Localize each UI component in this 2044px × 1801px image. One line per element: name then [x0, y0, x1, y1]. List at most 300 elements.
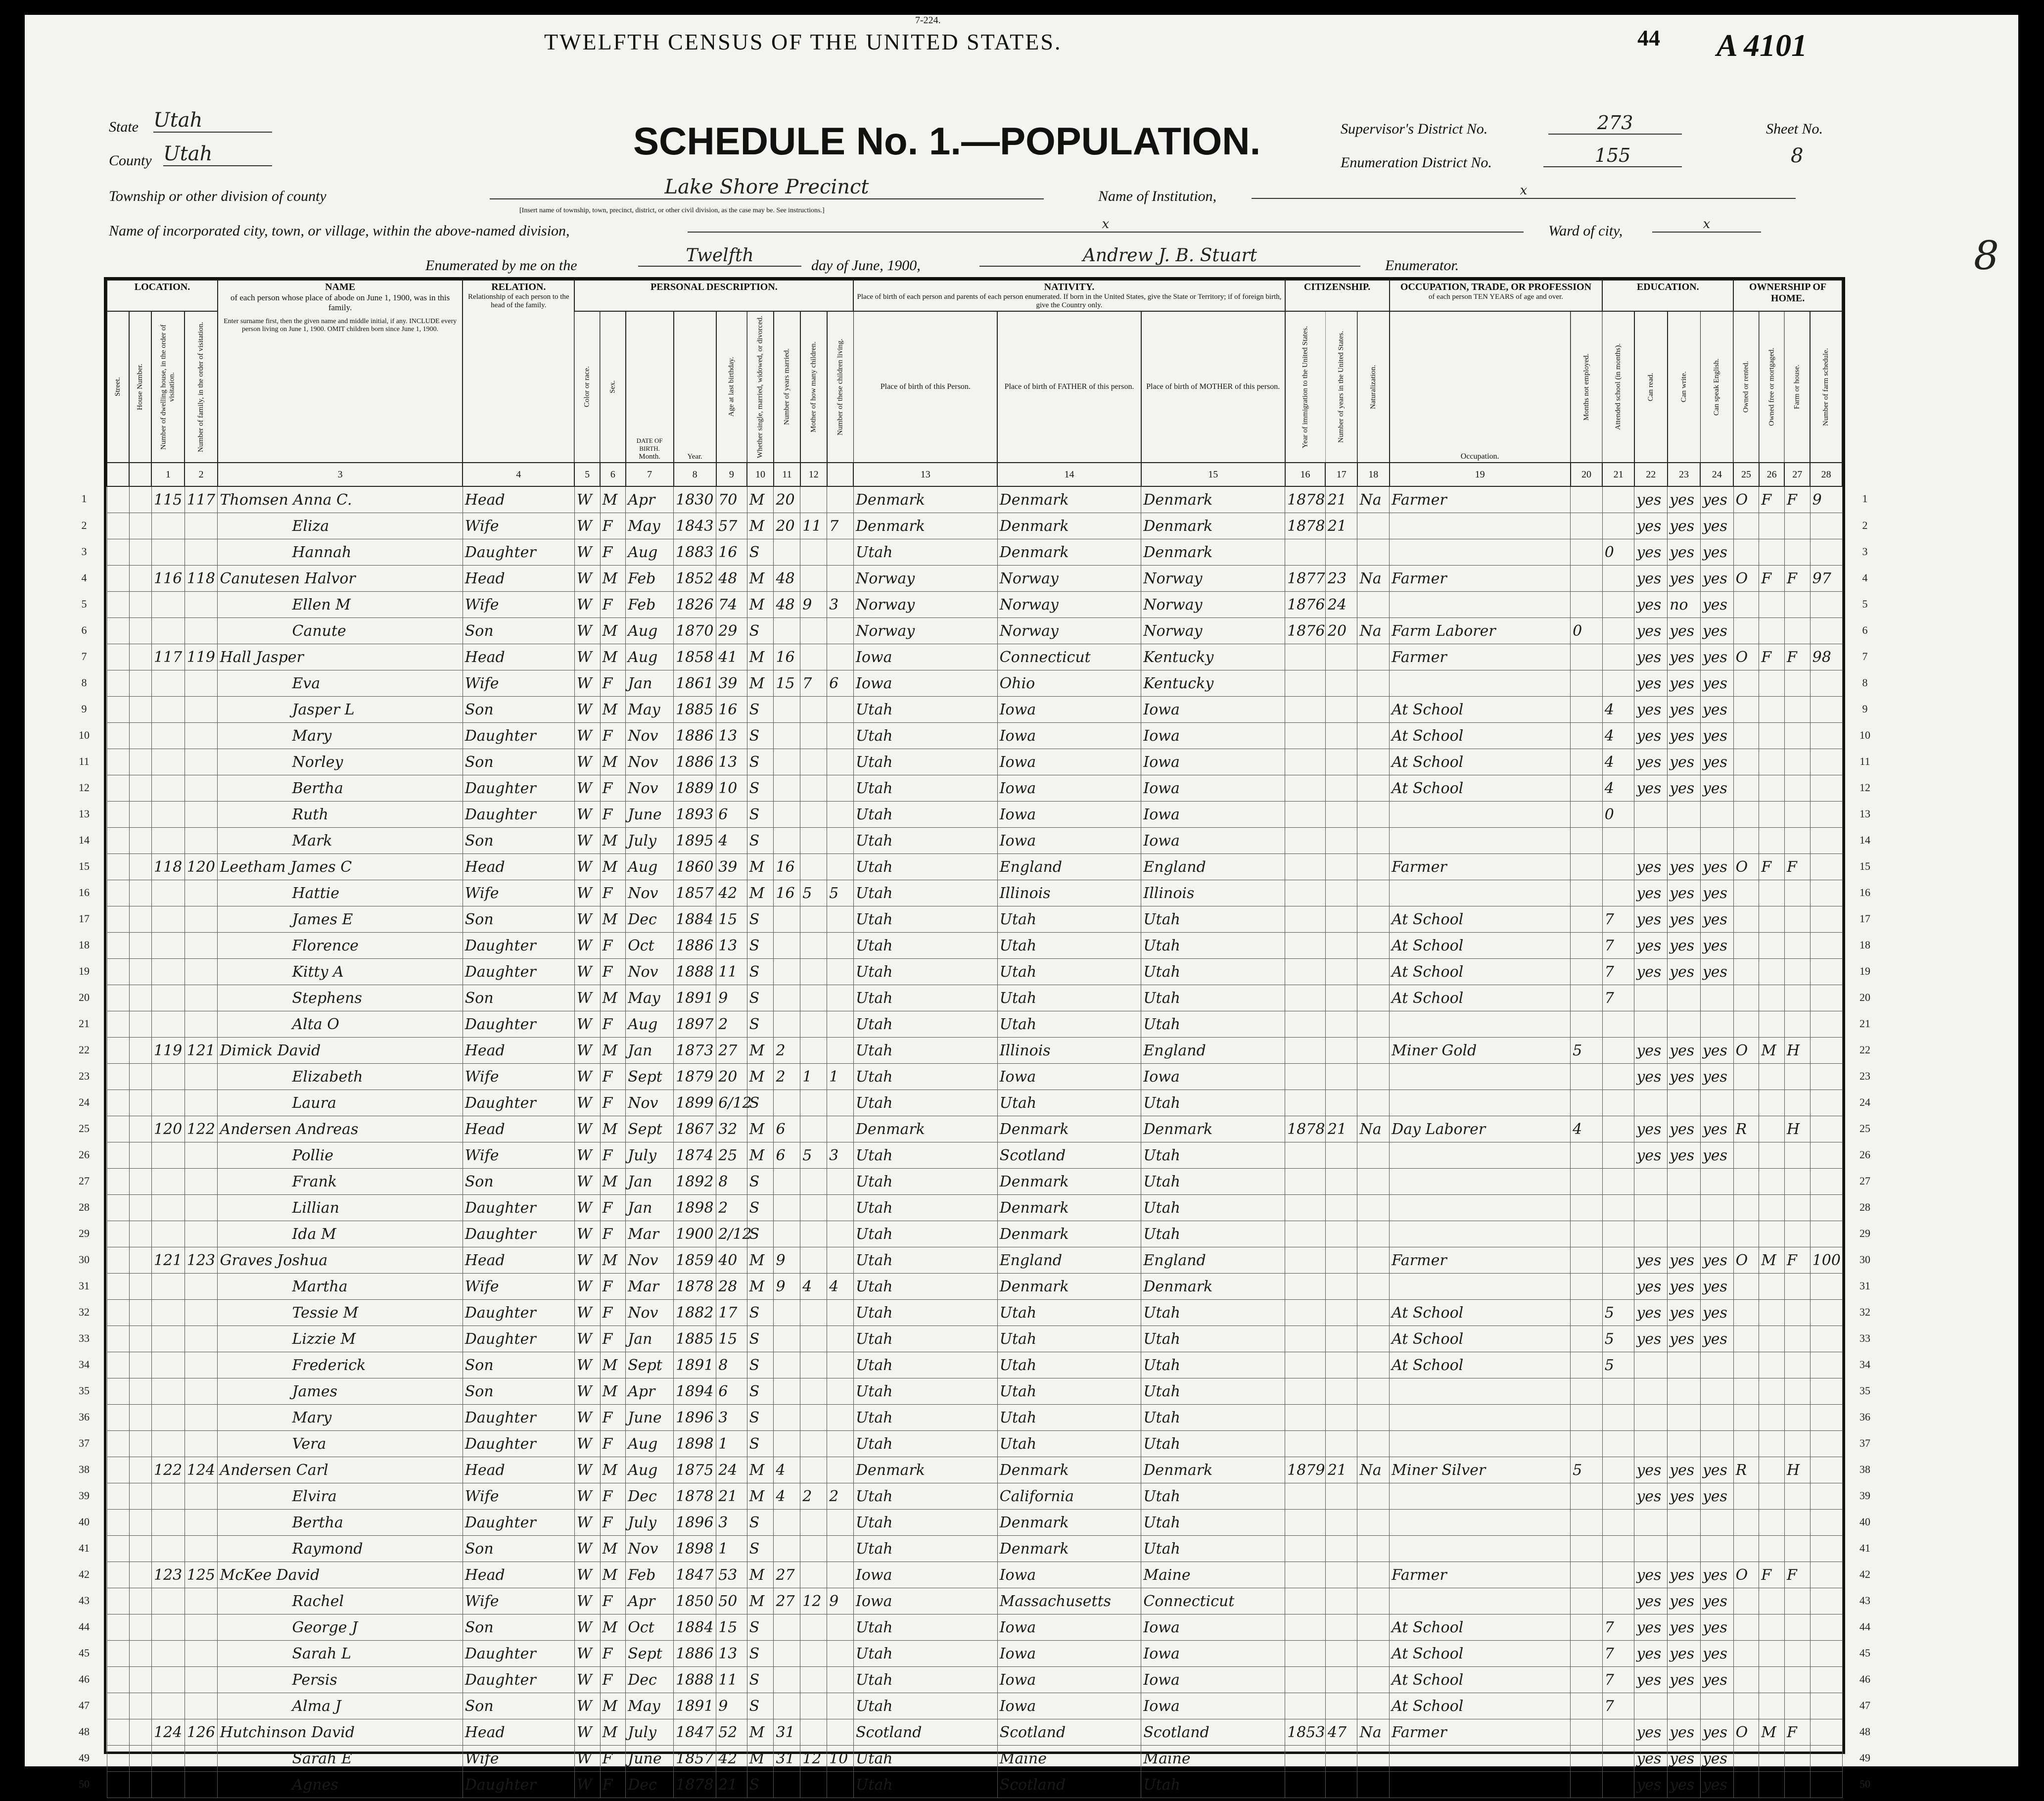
- farm-schedule-cell: [1810, 1431, 1842, 1457]
- age-cell: 21: [716, 1772, 747, 1798]
- farm-schedule-cell: [1810, 854, 1842, 880]
- birth-month-header: [626, 311, 674, 463]
- years-in-us-cell: 21: [1325, 1457, 1357, 1483]
- can-write-cell: [1668, 1195, 1701, 1221]
- color-race-cell: W: [574, 854, 600, 880]
- children-living-cell: [827, 854, 854, 880]
- occupation-cell: Farmer: [1390, 486, 1571, 513]
- street-cell: [107, 1719, 129, 1746]
- mother-of-children-cell: [800, 1562, 827, 1588]
- occupation-header: [1390, 280, 1603, 311]
- birthplace-mother-cell: Utah: [1141, 959, 1285, 985]
- sex-cell: M: [600, 828, 626, 854]
- farm-house-cell: [1784, 1142, 1810, 1169]
- can-write-cell: yes: [1668, 1247, 1701, 1274]
- sex-cell: F: [600, 1431, 626, 1457]
- relation-cell: Head: [463, 1038, 574, 1064]
- street-cell: [107, 644, 129, 670]
- owned-rented-cell: [1733, 1378, 1759, 1405]
- years-in-us-cell: [1325, 775, 1357, 802]
- birthplace-person-header: Place of birth of this Person.: [853, 311, 997, 463]
- mother-of-children-cell: [800, 828, 827, 854]
- person-name-cell: Kitty A: [218, 959, 463, 985]
- birth-year-cell: 1878: [674, 1483, 716, 1510]
- row-number-left: 42: [79, 1567, 90, 1580]
- farm-house-cell: [1784, 1352, 1810, 1378]
- year-immigration-cell: [1285, 1614, 1326, 1641]
- marital-status-cell: S: [747, 1300, 774, 1326]
- color-race-cell: W: [574, 880, 600, 906]
- years-in-us-cell: [1325, 1274, 1357, 1300]
- relation-cell: Wife: [463, 670, 574, 697]
- state-label: State: [109, 119, 139, 135]
- children-living-cell: [827, 1457, 854, 1483]
- person-name-cell: Martha: [218, 1274, 463, 1300]
- naturalization-cell: [1357, 644, 1390, 670]
- free-mortgaged-cell: [1759, 1300, 1785, 1326]
- year-immigration-cell: [1285, 1641, 1326, 1667]
- children-living-cell: [827, 802, 854, 828]
- row-number-left: 3: [81, 545, 87, 558]
- family-number-cell: [185, 1746, 218, 1772]
- row-number-left: 31: [79, 1279, 90, 1292]
- institution-value: x: [1252, 183, 1796, 199]
- color-race-cell: W: [574, 566, 600, 592]
- dwelling-number-cell: [151, 1195, 185, 1221]
- birth-month-cell: Jan: [626, 1195, 674, 1221]
- house-number-cell: [129, 513, 151, 539]
- farm-house-cell: [1784, 1772, 1810, 1798]
- children-living-cell: [827, 985, 854, 1011]
- color-race-cell: W: [574, 1431, 600, 1457]
- occupation-cell: [1390, 1510, 1571, 1536]
- years-in-us-cell: [1325, 1142, 1357, 1169]
- occupation-cell: Day Laborer: [1390, 1116, 1571, 1142]
- months-not-employed-cell: [1571, 539, 1603, 566]
- can-write-cell: [1668, 802, 1701, 828]
- family-number-cell: [185, 1142, 218, 1169]
- relation-cell: Son: [463, 618, 574, 644]
- children-living-cell: [827, 486, 854, 513]
- row-number-right: 28: [1859, 1200, 1870, 1213]
- mother-of-children-cell: [800, 1221, 827, 1247]
- can-speak-english-cell: yes: [1700, 1641, 1733, 1667]
- years-in-us-cell: [1325, 749, 1357, 775]
- table-row: [107, 854, 1842, 880]
- years-in-us-cell: [1325, 1064, 1357, 1090]
- birth-month-cell: June: [626, 1405, 674, 1431]
- incorporated-value: x: [688, 217, 1524, 233]
- owned-rented-cell: [1733, 959, 1759, 985]
- owned-rented-cell: [1733, 802, 1759, 828]
- birthplace-father-cell: Norway: [997, 618, 1141, 644]
- can-write-cell: yes: [1668, 1326, 1701, 1352]
- can-write-cell: yes: [1668, 1562, 1701, 1588]
- house-number-cell: [129, 670, 151, 697]
- marital-header: Whether single, married, widowed, or divorced.: [747, 311, 774, 463]
- birth-year-cell: 1900: [674, 1221, 716, 1247]
- row-number-right: 2: [1862, 519, 1868, 531]
- row-number-left: 18: [79, 938, 90, 951]
- birthplace-father-cell: Utah: [997, 1090, 1141, 1116]
- months-not-employed-cell: [1571, 959, 1603, 985]
- marital-status-cell: M: [747, 1562, 774, 1588]
- farm-schedule-cell: [1810, 1195, 1842, 1221]
- birth-year-cell: 1850: [674, 1588, 716, 1614]
- can-speak-english-cell: [1700, 1090, 1733, 1116]
- farm-house-cell: [1784, 1326, 1810, 1352]
- farm-house-cell: [1784, 592, 1810, 618]
- township-value: Lake Shore Precinct: [490, 176, 1044, 199]
- sex-cell: F: [600, 1588, 626, 1614]
- occupation-cell: Farmer: [1390, 1247, 1571, 1274]
- birthplace-person-cell: Utah: [853, 1352, 997, 1378]
- birthplace-father-cell: Utah: [997, 933, 1141, 959]
- row-number-left: 22: [79, 1043, 90, 1056]
- birthplace-father-cell: Denmark: [997, 1116, 1141, 1142]
- years-in-us-cell: 47: [1325, 1719, 1357, 1746]
- person-name-cell: Eva: [218, 670, 463, 697]
- table-row: [107, 933, 1842, 959]
- age-cell: 25: [716, 1142, 747, 1169]
- marital-status-cell: S: [747, 1614, 774, 1641]
- free-mortgaged-header: Owned free or mortgaged.: [1759, 311, 1785, 463]
- table-row: [107, 566, 1842, 592]
- children-living-cell: [827, 566, 854, 592]
- owned-rented-cell: O: [1733, 1247, 1759, 1274]
- table-row: [107, 1116, 1842, 1142]
- color-race-cell: W: [574, 1719, 600, 1746]
- year-immigration-cell: 1878: [1285, 513, 1326, 539]
- occupation-cell: [1390, 1142, 1571, 1169]
- name-header-title: NAME: [325, 282, 356, 292]
- color-race-cell: W: [574, 1116, 600, 1142]
- can-write-cell: yes: [1668, 1719, 1701, 1746]
- farm-schedule-cell: [1810, 513, 1842, 539]
- can-speak-english-cell: yes: [1700, 1142, 1733, 1169]
- farm-house-cell: [1784, 802, 1810, 828]
- marital-status-cell: S: [747, 539, 774, 566]
- color-race-cell: W: [574, 539, 600, 566]
- occupation-cell: Farmer: [1390, 644, 1571, 670]
- enumeration-district-value: 155: [1543, 144, 1682, 167]
- column-number: 17: [1325, 463, 1357, 486]
- family-number-cell: 118: [185, 566, 218, 592]
- sex-cell: F: [600, 1641, 626, 1667]
- birthplace-mother-cell: Iowa: [1141, 749, 1285, 775]
- age-cell: 2: [716, 1011, 747, 1038]
- mother-of-children-cell: [800, 854, 827, 880]
- sex-cell: F: [600, 1300, 626, 1326]
- street-cell: [107, 775, 129, 802]
- months-not-employed-cell: [1571, 1588, 1603, 1614]
- can-write-cell: yes: [1668, 486, 1701, 513]
- row-number-right: 48: [1859, 1725, 1870, 1738]
- owned-rented-cell: [1733, 1641, 1759, 1667]
- birthplace-father-cell: Utah: [997, 959, 1141, 985]
- birth-year-cell: 1826: [674, 592, 716, 618]
- column-number: 14: [997, 463, 1141, 486]
- owned-rented-cell: [1733, 1588, 1759, 1614]
- relation-cell: Head: [463, 644, 574, 670]
- row-number-left: 39: [79, 1489, 90, 1502]
- owned-rented-cell: [1733, 1536, 1759, 1562]
- marital-status-cell: S: [747, 1169, 774, 1195]
- row-number-left: 29: [79, 1227, 90, 1239]
- birth-month-cell: Mar: [626, 1221, 674, 1247]
- year-immigration-cell: [1285, 1169, 1326, 1195]
- row-number-left: 45: [79, 1646, 90, 1659]
- free-mortgaged-cell: [1759, 1169, 1785, 1195]
- years-in-us-cell: [1325, 1667, 1357, 1693]
- children-living-cell: [827, 1090, 854, 1116]
- naturalization-cell: [1357, 749, 1390, 775]
- occupation-cell: [1390, 1169, 1571, 1195]
- year-immigration-cell: [1285, 906, 1326, 933]
- relation-header-sub: Relationship of each person to the head of the family.: [468, 293, 569, 309]
- house-number-cell: [129, 1746, 151, 1772]
- owned-rented-cell: [1733, 1772, 1759, 1798]
- can-read-cell: yes: [1634, 1142, 1668, 1169]
- years-in-us-cell: [1325, 1352, 1357, 1378]
- person-name-cell: Sarah E: [218, 1746, 463, 1772]
- row-number-left: 46: [79, 1672, 90, 1685]
- table-row: [107, 1457, 1842, 1483]
- children-living-cell: [827, 1326, 854, 1352]
- birthplace-father-cell: Iowa: [997, 1667, 1141, 1693]
- children-living-cell: [827, 1431, 854, 1457]
- months-not-employed-cell: [1571, 1405, 1603, 1431]
- color-race-cell: W: [574, 775, 600, 802]
- can-write-cell: [1668, 1090, 1701, 1116]
- house-number-cell: [129, 1195, 151, 1221]
- age-cell: 9: [716, 1693, 747, 1719]
- house-number-cell: [129, 1378, 151, 1405]
- children-living-cell: [827, 775, 854, 802]
- family-number-cell: [185, 1011, 218, 1038]
- birthplace-mother-cell: Utah: [1141, 985, 1285, 1011]
- years-married-cell: 4: [774, 1483, 800, 1510]
- dwelling-number-cell: [151, 1169, 185, 1195]
- birth-month-cell: Jan: [626, 1169, 674, 1195]
- relation-cell: Head: [463, 1116, 574, 1142]
- sex-cell: F: [600, 592, 626, 618]
- marital-status-cell: M: [747, 670, 774, 697]
- dwelling-number-cell: [151, 1667, 185, 1693]
- color-race-cell: W: [574, 1326, 600, 1352]
- mother-of-children-cell: [800, 1405, 827, 1431]
- color-race-cell: W: [574, 1457, 600, 1483]
- naturalization-cell: [1357, 1588, 1390, 1614]
- owned-rented-cell: O: [1733, 1562, 1759, 1588]
- occupation-cell: At School: [1390, 723, 1571, 749]
- birthplace-mother-cell: Kentucky: [1141, 670, 1285, 697]
- birthplace-father-cell: Iowa: [997, 828, 1141, 854]
- row-number-right: 45: [1859, 1646, 1870, 1659]
- children-living-cell: 7: [827, 513, 854, 539]
- farm-schedule-cell: [1810, 1352, 1842, 1378]
- birthplace-father-cell: Norway: [997, 592, 1141, 618]
- age-cell: 70: [716, 486, 747, 513]
- free-mortgaged-cell: [1759, 880, 1785, 906]
- street-cell: [107, 1588, 129, 1614]
- free-mortgaged-cell: [1759, 933, 1785, 959]
- birthplace-mother-cell: Iowa: [1141, 828, 1285, 854]
- family-number-cell: [185, 1300, 218, 1326]
- birth-year-cell: 1898: [674, 1536, 716, 1562]
- children-living-cell: [827, 1641, 854, 1667]
- dwelling-number-cell: [151, 1064, 185, 1090]
- can-speak-english-cell: yes: [1700, 1588, 1733, 1614]
- can-write-cell: no: [1668, 592, 1701, 618]
- attended-school-cell: [1602, 486, 1634, 513]
- can-write-cell: yes: [1668, 775, 1701, 802]
- age-cell: 13: [716, 723, 747, 749]
- row-number-left: 17: [79, 912, 90, 925]
- sex-cell: F: [600, 1746, 626, 1772]
- age-cell: 13: [716, 749, 747, 775]
- birthplace-person-cell: Utah: [853, 749, 997, 775]
- sheet-value: 8: [1791, 144, 1804, 167]
- occupation-cell: [1390, 539, 1571, 566]
- months-not-employed-cell: [1571, 906, 1603, 933]
- dwelling-number-cell: [151, 1352, 185, 1378]
- can-write-cell: yes: [1668, 513, 1701, 539]
- row-number-right: 47: [1859, 1699, 1870, 1711]
- family-number-cell: 125: [185, 1562, 218, 1588]
- dwelling-number-cell: [151, 1510, 185, 1536]
- birthplace-mother-cell: Utah: [1141, 1378, 1285, 1405]
- person-name-cell: Hattie: [218, 880, 463, 906]
- months-not-employed-cell: [1571, 1693, 1603, 1719]
- relation-cell: Son: [463, 697, 574, 723]
- nativity-header-title: NATIVITY.: [1044, 282, 1095, 292]
- street-cell: [107, 1378, 129, 1405]
- years-married-cell: 31: [774, 1746, 800, 1772]
- occupation-cell: [1390, 670, 1571, 697]
- relation-cell: Daughter: [463, 802, 574, 828]
- birth-month-cell: Nov: [626, 723, 674, 749]
- year-immigration-cell: [1285, 644, 1326, 670]
- birth-month-cell: Dec: [626, 1772, 674, 1798]
- house-number-cell: [129, 1405, 151, 1431]
- house-number-cell: [129, 1247, 151, 1274]
- table-row: [107, 1274, 1842, 1300]
- farm-schedule-cell: [1810, 723, 1842, 749]
- occupation-header-title: OCCUPATION, TRADE, OR PROFESSION: [1400, 282, 1592, 292]
- row-number-left: 14: [79, 833, 90, 846]
- can-read-cell: yes: [1634, 723, 1668, 749]
- person-name-cell: Agnes: [218, 1772, 463, 1798]
- naturalization-cell: [1357, 906, 1390, 933]
- corner-mark: 8: [1974, 233, 1999, 279]
- years-in-us-cell: [1325, 1300, 1357, 1326]
- can-write-cell: yes: [1668, 1667, 1701, 1693]
- color-race-cell: W: [574, 1142, 600, 1169]
- occupation-cell: Farm Laborer: [1390, 618, 1571, 644]
- row-number-right: 18: [1859, 938, 1870, 951]
- enumerator-name: Andrew J. B. Stuart: [979, 245, 1360, 267]
- row-number-left: 34: [79, 1358, 90, 1371]
- years-married-header: Number of years married.: [774, 311, 800, 463]
- birthplace-person-cell: Norway: [853, 618, 997, 644]
- year-immigration-cell: [1285, 723, 1326, 749]
- can-speak-english-cell: yes: [1700, 592, 1733, 618]
- relation-cell: Son: [463, 749, 574, 775]
- sex-cell: F: [600, 959, 626, 985]
- years-in-us-cell: [1325, 1405, 1357, 1431]
- mother-of-children-cell: [800, 1326, 827, 1352]
- attended-school-cell: [1602, 513, 1634, 539]
- years-in-us-cell: [1325, 1169, 1357, 1195]
- mother-of-children-cell: [800, 1116, 827, 1142]
- row-number-left: 30: [79, 1253, 90, 1266]
- owned-rented-cell: [1733, 1510, 1759, 1536]
- years-in-us-cell: 23: [1325, 566, 1357, 592]
- birth-month-cell: Feb: [626, 566, 674, 592]
- birthplace-person-cell: Utah: [853, 1693, 997, 1719]
- row-number-right: 25: [1859, 1122, 1870, 1135]
- birthplace-person-cell: Utah: [853, 1221, 997, 1247]
- farm-schedule-cell: [1810, 906, 1842, 933]
- table-row: [107, 1772, 1842, 1798]
- birthplace-father-cell: Connecticut: [997, 644, 1141, 670]
- age-cell: 6: [716, 1378, 747, 1405]
- naturalization-cell: [1357, 670, 1390, 697]
- year-immigration-cell: [1285, 828, 1326, 854]
- farm-schedule-cell: [1810, 1116, 1842, 1142]
- row-number-left: 40: [79, 1515, 90, 1528]
- free-mortgaged-cell: [1759, 513, 1785, 539]
- months-not-employed-cell: [1571, 697, 1603, 723]
- house-number-cell: [129, 1614, 151, 1641]
- birthplace-person-cell: Scotland: [853, 1719, 997, 1746]
- dwelling-number-cell: [151, 1641, 185, 1667]
- row-number-left: 47: [79, 1699, 90, 1711]
- person-name-cell: Vera: [218, 1431, 463, 1457]
- person-name-cell: Hall Jasper: [218, 644, 463, 670]
- age-cell: 42: [716, 880, 747, 906]
- farm-schedule-cell: [1810, 1641, 1842, 1667]
- person-name-cell: Ruth: [218, 802, 463, 828]
- column-number: 7: [626, 463, 674, 486]
- owned-rented-cell: [1733, 880, 1759, 906]
- birth-year-cell: 1886: [674, 1641, 716, 1667]
- attended-school-cell: 7: [1602, 1614, 1634, 1641]
- occupation-cell: At School: [1390, 906, 1571, 933]
- street-cell: [107, 1011, 129, 1038]
- occupation-cell: [1390, 1772, 1571, 1798]
- dwelling-number-cell: 124: [151, 1719, 185, 1746]
- year-immigration-cell: [1285, 1274, 1326, 1300]
- sex-cell: F: [600, 1195, 626, 1221]
- sex-cell: F: [600, 1142, 626, 1169]
- birthplace-mother-cell: Utah: [1141, 1195, 1285, 1221]
- occupation-cell: At School: [1390, 1352, 1571, 1378]
- street-cell: [107, 880, 129, 906]
- free-mortgaged-cell: [1759, 1693, 1785, 1719]
- street-cell: [107, 513, 129, 539]
- birthplace-father-cell: Maine: [997, 1746, 1141, 1772]
- birthplace-person-cell: Utah: [853, 828, 997, 854]
- birthplace-person-cell: Utah: [853, 697, 997, 723]
- attended-school-cell: 5: [1602, 1326, 1634, 1352]
- house-number-cell: [129, 933, 151, 959]
- farm-house-cell: [1784, 1667, 1810, 1693]
- street-cell: [107, 1510, 129, 1536]
- birth-year-cell: 1870: [674, 618, 716, 644]
- free-mortgaged-cell: [1759, 1352, 1785, 1378]
